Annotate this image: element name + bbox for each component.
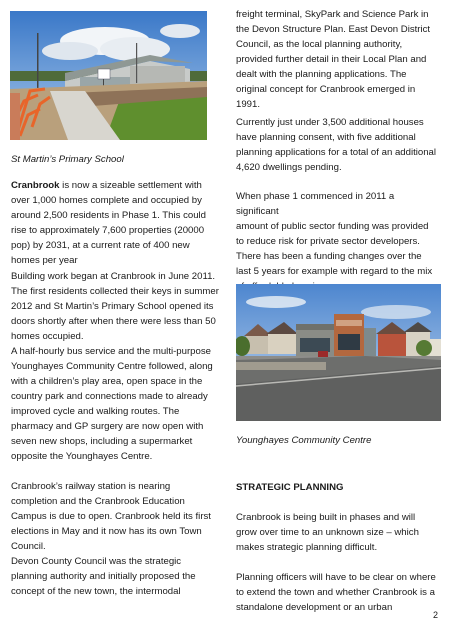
school-photo-image — [10, 11, 207, 140]
right-paragraph-3b: amount of public sector funding was provided to reduce risk for private sector developers. There has been a funding changes over the last 5 years for example with regard to the mix — [236, 221, 433, 277]
left-paragraph-1-text: is now a sizeable settlement with over 1,000 homes complete and occupied by around 2,500 residents in Phase 1. This could rise to approximately 7,600 properties (20000 pop) by 2031, at a current rate of 400 new homes per year — [11, 180, 207, 266]
right-column-bottom — [236, 480, 436, 615]
right-column-top — [236, 7, 436, 294]
community-centre-photo-image — [236, 284, 441, 421]
cranbrook-bold: Cranbrook — [11, 180, 60, 191]
right-paragraph-5: Planning officers will have to be clear on where to extend the town and whether Cranbrook is a standalone development or an urban — [236, 572, 436, 613]
left-paragraph-4: Cranbrook’s railway station is nearing completion and the Cranbrook Education Campus is due to open. Cranbrook held its first elections in May and it now has its own Town Council. — [11, 481, 211, 552]
left-paragraph-2: Building work began at Cranbrook in June 2011. The first residents collected their keys in summer 2012 and St Martin’s Primary School opened its doors shortly after when there were less than 50 homes occupied. — [11, 271, 219, 342]
school-photo — [10, 11, 207, 140]
right-paragraph-3a: When phase 1 commenced in 2011 a significant — [236, 191, 395, 217]
school-photo-caption: St Martin’s Primary School — [11, 154, 124, 165]
page-number: 2 — [433, 610, 439, 620]
left-paragraph-1 — [11, 178, 219, 266]
strategic-planning-heading: STRATEGIC PLANNING — [236, 482, 344, 493]
right-paragraph-1: freight terminal, SkyPark and Science Park in the Devon Structure Plan. East Devon District Council, as the local planning authority, provided further detail in their Local Plan and dealt with the planning applications. The original concept for Cranbrook emerged in 1991. — [236, 9, 431, 110]
right-paragraph-4: Cranbrook is being built in phases and will grow over time to an unknown size – which makes strategic planning difficult. — [236, 512, 419, 553]
community-centre-photo — [236, 284, 441, 421]
left-column — [11, 178, 219, 599]
community-centre-caption: Younghayes Community Centre — [236, 435, 372, 446]
right-paragraph-2: Currently just under 3,500 additional houses have planning consent, with five additional planning applications for a total of an additional 4,620 dwellings pending. — [236, 117, 437, 173]
left-paragraph-5: Devon County Council was the strategic planning authority and initially proposed the concept of the new town, the intermodal — [11, 556, 196, 597]
left-paragraph-3: A half-hourly bus service and the multi-purpose Younghayes Community Centre followed, along with a children’s play area, open space in the country park and connections made to already improved cycle and walking routes. The pharmacy and GP surgery are now open with seven new shops, including a supermarket opposite the Younghayes Centre. — [11, 346, 213, 462]
